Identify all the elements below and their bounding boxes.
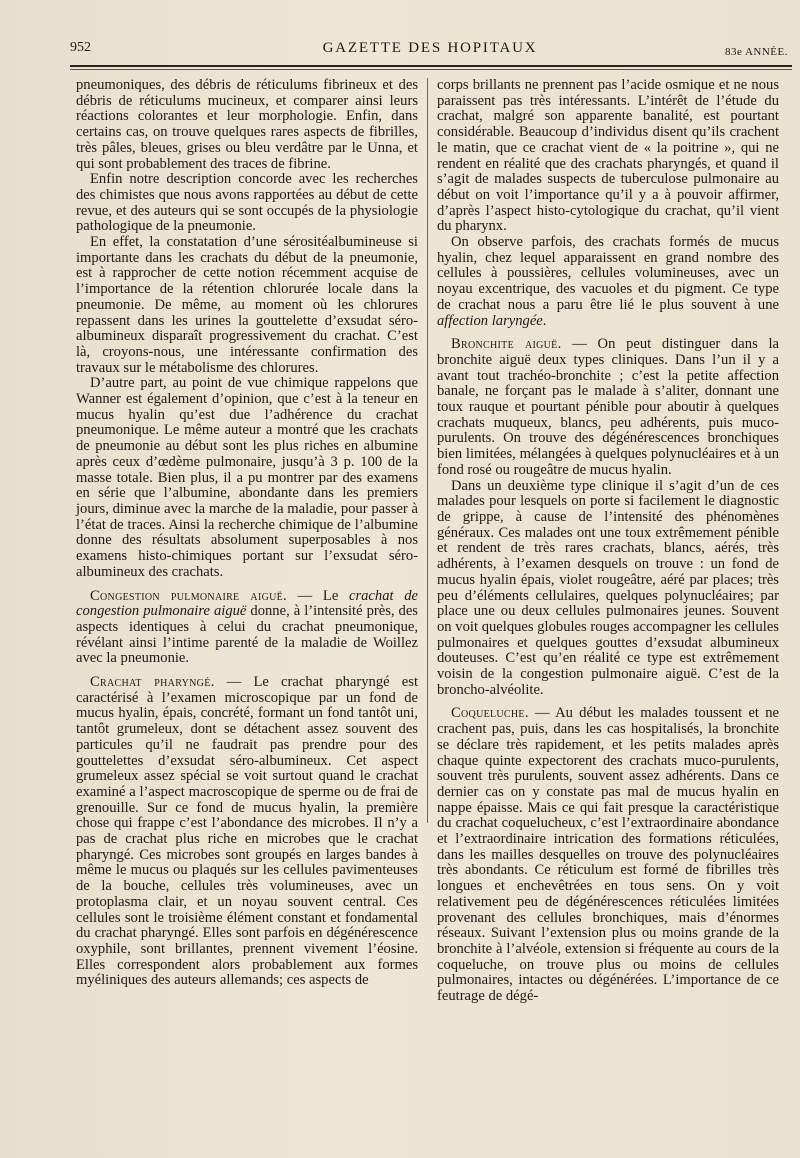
paragraph-text: On observe parfois, des crachats formés de mucus hyalin, chez lequel apparaissent en grand nombre des cellules à poussières, cellules volumineuses, avec un noyau excentrique, des vacuoles et du pigment. Ce type de crachat nous a paru être lié le plus souvent à une <box>437 234 779 313</box>
section-heading: Coqueluche. <box>451 705 529 722</box>
paragraph-text: corps brillants ne prennent pas l’acide osmique et ne nous paraissent pas très intéressants. L’intérêt de l’étude du crachat, malgré son apparente banalité, est pourtant considérable. Beaucoup d’individus disent qu’ils crachent le matin, que ce crachat vient de « la poitrine », qui ne rendent en réalité que des crachats pharyngés, et quand il s’agit de malades suspects de tuberculose pulmonaire au début on voit l’importance qu’il y a à pouvoir affirmer, d’après l’aspect histo-cytologique du crachat, qu’il vient du pharynx. <box>437 77 779 235</box>
header-rule <box>70 65 792 67</box>
column-divider <box>427 78 428 823</box>
paragraph-text: pneumoniques, des débris de réticulums fibrineux et des débris de réticulums mucineux, et comparer ainsi leurs réactions colorantes et leur morphologie. Enfin, dans certains cas, on trouve quelques rares aspects de fibrilles, très pâles, bleues, grises ou bleu verdâtre par le Unna, et qui sont probablement des traces de fibrine. <box>76 77 418 172</box>
paragraph <box>76 78 418 172</box>
paragraph-text: D’autre part, au point de vue chimique rappelons que Wanner est également d’opinion, que c’est à la teneur en mucus hyalin qu’est due l’adhérence du crachat pneumonique. Le même auteur a montré que les crachats de pneumonie au début sont les plus riches en albumine après ceux d’œdème pulmonaire, jusqu’à 3 p. 100 de la masse totale. Bien plus, il a pu montrer par des examens en série que l’albumine, abondante dans les premiers jours, diminue avec la marche de la maladie, pour passer à l’état de traces. Ainsi la recherche chimique de l’albumine donne des résultats absolument superposables à nos examens histo-chimiques portant sur l’exsudat séro-albumineux des crachats. <box>76 375 418 580</box>
paragraph-text: — Le crachat pharyngé est caractérisé à l’examen microscopique par un fond de mucus hyalin, épais, concrété, formant un fond tantôt uni, tantôt grumeleux, dont se détachent assez souvent des particules qu’il ne faudrait pas prendre pour des gouttelettes d’exsudat séro-albumineux. Cet aspect grumeleux assez spécial se voit surtout quand le crachat examiné a l’aspect macroscopique de sperme ou de frai de grenouille. Sur ce fond de mucus hyalin, la première chose qui frappe c’est l’abondance des microbes. Il n’y a pas de crachat plus riche en microbes que le crachat pharyngé. Ces microbes sont groupés en larges bandes à même le mucus ou plaqués sur les cellules pavimenteuses de la bouche, cellules très volumineuses, avec un protoplasma clair, et un noyau souvent central. Ces cellules sont le troisième élément constant et fondamental du crachat pharyngé. Elles sont parfois en dégénérescence oxyphile, sont brillantes, prennent vivement l’éosine. Elles correspondent alors probablement aux formes myéliniques des auteurs allemands; ces aspects de <box>76 674 418 989</box>
paragraph <box>437 78 779 235</box>
paragraph-text: Dans un deuxième type clinique il s’agit d’un de ces malades pour lesquels on porte si facilement le diagnostic de grippe, à cause de l’intensité des phénomènes généraux. Ces malades ont une toux extrêmement pénible et rendent de très rares crachats, blancs, aérés, très adhérents, à l’examen desquels on trouve : un fond de mucus hyalin épais, violet rougeâtre, aéré par places; très peu d’éléments cellulaires, quelques polynucléaires; par place une ou deux cellules pulmonaires jeunes. Souvent on voit quelques globules rouges accompagner les cellules pulmonaires et quelques gouttes d’exsudat albumineux douteuses. C’est qu’en réalité ce type est extrêmement voisin de la congestion pulmonaire aiguë. C’est de la broncho-alvéolite. <box>437 477 779 698</box>
section-heading: Bronchite aiguë. <box>451 336 562 353</box>
section-paragraph <box>437 706 779 1004</box>
italic-term: affection laryngée <box>437 312 543 329</box>
issue-year: 83e ANNÉE. <box>724 46 788 58</box>
paragraph <box>76 376 418 580</box>
section-paragraph <box>76 589 418 668</box>
paragraph-text: — Au début les malades toussent et ne crachent pas, puis, dans les cas hospitalisés, la bronchite se déclare très rapidement, et les petits malades après chaque quinte expectorent des crachats muco-purulents, souvent très purulents, souvent assez adhérents. Dans ce dernier cas on y constate pas mal de mucus hyalin en nappe épaisse. Mais ce qui fait presque la caractéristique du crachat coquelucheux, c’est l’extraordinaire abondance et l’extraordinaire intrication des formations réticulées, dans les mailles desquelles on trouve des polynucléaires très abondants. Ce réticulum est formé de fibrilles très longues et enchevêtrées en tous sens. On y voit relativement peu de dégénérescences réticulées limitées provenant des cellules bronchiques, mais d’énormes réseaux. Suivant l’extension plus ou moins grande de la bronchite à l’alvéole, extension si fréquente au cours de la coqueluche, on trouve plus ou moins de cellules pulmonaires, intactes ou dégénérées. L’importance de ce feutrage de dégé- <box>437 705 779 1005</box>
paragraph-text: . <box>542 312 547 329</box>
journal-title: GAZETTE DES HOPITAUX <box>322 40 538 56</box>
italic-term: crachat de congestion pulmonaire aiguë <box>76 587 418 620</box>
paragraph <box>76 172 418 235</box>
paragraph-text: Enfin notre description concorde avec les recherches des chimistes que nous avons rapportées au début de cette revue, et des auteurs qui se sont occupés de la physiologie pathologique de la pneumonie. <box>76 171 418 235</box>
section-paragraph <box>76 675 418 989</box>
paragraph <box>437 235 779 329</box>
right-column <box>437 78 779 1005</box>
paragraph <box>437 479 779 699</box>
page-number: 952 <box>70 40 91 55</box>
page-header <box>70 36 790 62</box>
paragraph <box>76 235 418 376</box>
paragraph-text: — Le <box>286 587 349 604</box>
section-heading: Congestion pulmonaire aiguë. <box>90 587 287 604</box>
section-paragraph <box>437 337 779 478</box>
left-column <box>76 78 418 989</box>
header-rule-thin <box>70 69 792 70</box>
paragraph-text: En effet, la constatation d’une sérositéalbumineuse si importante dans les crachats du début de la pneumonie, est à rapprocher de cette notion récemment acquise de l’importance de la rétention chlorurée locale dans la pneumonie. De même, au moment où les chlorures repassent dans les urines la gouttelette d’exsudat séro-albumineux disparaît progressivement du crachat. C’est là, croyons-nous, une intéressante confirmation des travaux sur le métabolisme des chlorures. <box>76 234 418 376</box>
paragraph-text: — On peut distinguer dans la bronchite aiguë deux types cliniques. Dans l’un il y a avant tout trachéo-bronchite ; c’est la petite affection banale, ne forçant pas le malade à s’aliter, donnant une toux rauque et pourtant pénible pour aboutir à quelques crachats muqueux, blancs, peu adhérents, puis muco-purulents. On trouve des dégénérescences bronchiques bien limitées, mélangées à quelques polynucléaires et à un fond rosé ou rougeâtre de mucus hyalin. <box>437 336 779 478</box>
section-heading: Crachat pharyngé. <box>90 674 215 691</box>
paragraph-text: donne, à l’intensité près, des aspects identiques à celui du crachat pneumonique, révélant ainsi l’intime parenté de la maladie de Woillez avec la pneumonie. <box>76 603 418 667</box>
